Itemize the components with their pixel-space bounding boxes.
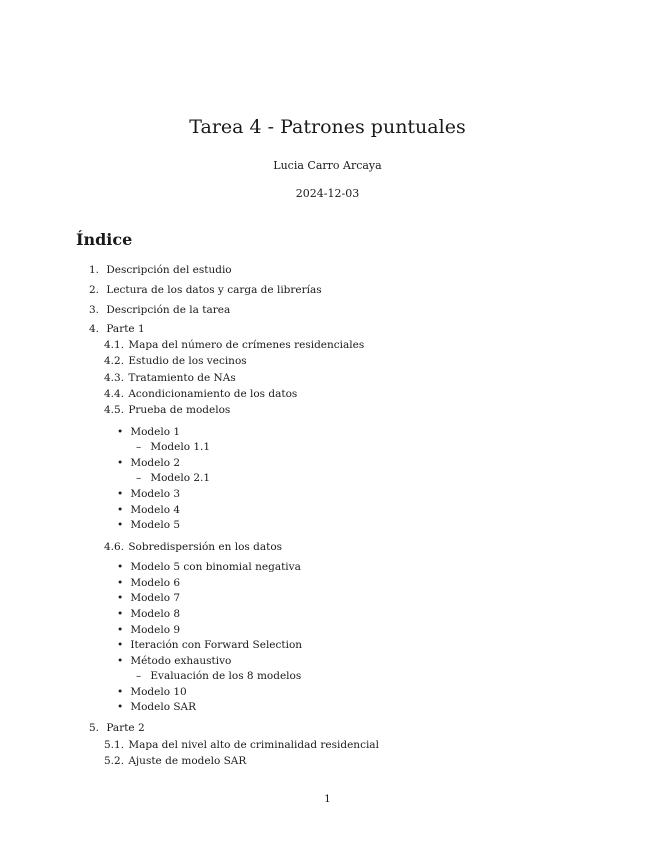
- toc-heading: Índice: [76, 230, 133, 249]
- bullet-marker: •: [117, 577, 124, 589]
- toc-label: Modelo 5 con binomial negativa: [130, 561, 301, 573]
- document-title: Tarea 4 - Patrones puntuales: [189, 116, 466, 138]
- bullet-marker: •: [117, 561, 124, 573]
- toc-bullet-modelo-5[interactable]: [117, 519, 180, 532]
- toc-item-1[interactable]: [89, 264, 232, 277]
- toc-label: Modelo 10: [130, 686, 187, 698]
- toc-item-4-3[interactable]: [104, 372, 236, 385]
- toc-label: Descripción del estudio: [106, 264, 232, 276]
- toc-label: Modelo 8: [130, 608, 181, 620]
- toc-bullet-forward-selection[interactable]: [117, 639, 302, 652]
- toc-label: Modelo 5: [130, 519, 181, 531]
- dash-marker: –: [136, 472, 142, 484]
- toc-label: Mapa del nivel alto de criminalidad residencial: [128, 739, 379, 751]
- toc-number: 1.: [89, 264, 100, 276]
- toc-bullet-modelo-3[interactable]: [117, 488, 180, 501]
- bullet-marker: •: [117, 457, 124, 469]
- toc-label: Acondicionamiento de los datos: [128, 388, 298, 400]
- toc-item-4-6[interactable]: [104, 541, 282, 554]
- toc-label: Modelo 6: [130, 577, 181, 589]
- toc-label: Prueba de modelos: [128, 404, 231, 416]
- toc-bullet-modelo-9[interactable]: [117, 624, 180, 637]
- bullet-marker: •: [117, 686, 124, 698]
- toc-label: Lectura de los datos y carga de librerías: [106, 284, 322, 296]
- toc-label: Modelo 9: [130, 624, 181, 636]
- toc-label: Iteración con Forward Selection: [130, 639, 303, 651]
- toc-label: Modelo 3: [130, 488, 181, 500]
- toc-bullet-modelo-2[interactable]: [117, 457, 180, 470]
- toc-label: Método exhaustivo: [130, 655, 232, 667]
- bullet-marker: •: [117, 504, 124, 516]
- toc-bullet-modelo-10[interactable]: [117, 686, 187, 699]
- toc-bullet-metodo-exhaustivo[interactable]: [117, 655, 231, 668]
- toc-label: Sobredispersión en los datos: [128, 541, 283, 553]
- toc-label: Modelo 4: [130, 504, 181, 516]
- toc-subbullet-modelo-1-1[interactable]: [136, 441, 210, 454]
- toc-label: Modelo 2: [130, 457, 181, 469]
- bullet-marker: •: [117, 655, 124, 667]
- toc-bullet-modelo-6[interactable]: [117, 577, 180, 590]
- toc-item-4-2[interactable]: [104, 355, 247, 368]
- bullet-marker: •: [117, 488, 124, 500]
- toc-label: Estudio de los vecinos: [128, 355, 247, 367]
- toc-subbullet-modelo-2-1[interactable]: [136, 472, 210, 485]
- toc-number: 4.2.: [104, 355, 125, 367]
- bullet-marker: •: [117, 426, 124, 438]
- toc-item-2[interactable]: [89, 284, 322, 297]
- toc-bullet-modelo-5-binomial[interactable]: [117, 561, 301, 574]
- toc-item-5-1[interactable]: [104, 739, 379, 752]
- bullet-marker: •: [117, 519, 124, 531]
- toc-number: 3.: [89, 304, 100, 316]
- toc-number: 4.: [89, 323, 100, 335]
- toc-number: 4.3.: [104, 372, 125, 384]
- toc-bullet-modelo-4[interactable]: [117, 504, 180, 517]
- toc-bullet-modelo-1[interactable]: [117, 426, 180, 439]
- dash-marker: –: [136, 441, 142, 453]
- toc-bullet-modelo-8[interactable]: [117, 608, 180, 621]
- toc-label: Modelo SAR: [130, 701, 197, 713]
- toc-item-4[interactable]: [89, 323, 145, 336]
- toc-item-4-1[interactable]: [104, 339, 364, 352]
- toc-item-4-5[interactable]: [104, 404, 230, 417]
- bullet-marker: •: [117, 608, 124, 620]
- document-date: 2024-12-03: [295, 187, 360, 200]
- toc-number: 5.1.: [104, 739, 125, 751]
- toc-number: 4.4.: [104, 388, 125, 400]
- toc-label: Mapa del número de crímenes residenciales: [128, 339, 365, 351]
- toc-number: 5.: [89, 722, 100, 734]
- toc-item-4-4[interactable]: [104, 388, 297, 401]
- bullet-marker: •: [117, 592, 124, 604]
- toc-label: Modelo 7: [130, 592, 181, 604]
- toc-label: Tratamiento de NAs: [128, 372, 236, 384]
- toc-number: 4.1.: [104, 339, 125, 351]
- bullet-marker: •: [117, 639, 124, 651]
- bullet-marker: •: [117, 624, 124, 636]
- toc-number: 5.2.: [104, 755, 125, 767]
- toc-bullet-modelo-7[interactable]: [117, 592, 180, 605]
- document-author: Lucia Carro Arcaya: [273, 159, 382, 172]
- toc-label: Parte 2: [106, 722, 145, 734]
- bullet-marker: •: [117, 701, 124, 713]
- toc-label: Evaluación de los 8 modelos: [150, 670, 302, 682]
- toc-label: Modelo 1: [130, 426, 181, 438]
- toc-bullet-modelo-sar[interactable]: [117, 701, 196, 714]
- toc-number: 4.6.: [104, 541, 125, 553]
- toc-label: Modelo 1.1: [150, 441, 211, 453]
- toc-item-3[interactable]: [89, 304, 230, 317]
- toc-label: Modelo 2.1: [150, 472, 211, 484]
- toc-label: Descripción de la tarea: [106, 304, 231, 316]
- toc-subbullet-evaluacion[interactable]: [136, 670, 301, 683]
- page-number: 1: [324, 793, 331, 805]
- toc-number: 2.: [89, 284, 100, 296]
- toc-item-5[interactable]: [89, 722, 145, 735]
- toc-number: 4.5.: [104, 404, 125, 416]
- toc-item-5-2[interactable]: [104, 755, 246, 768]
- toc-label: Ajuste de modelo SAR: [128, 755, 247, 767]
- toc-label: Parte 1: [106, 323, 145, 335]
- dash-marker: –: [136, 670, 142, 682]
